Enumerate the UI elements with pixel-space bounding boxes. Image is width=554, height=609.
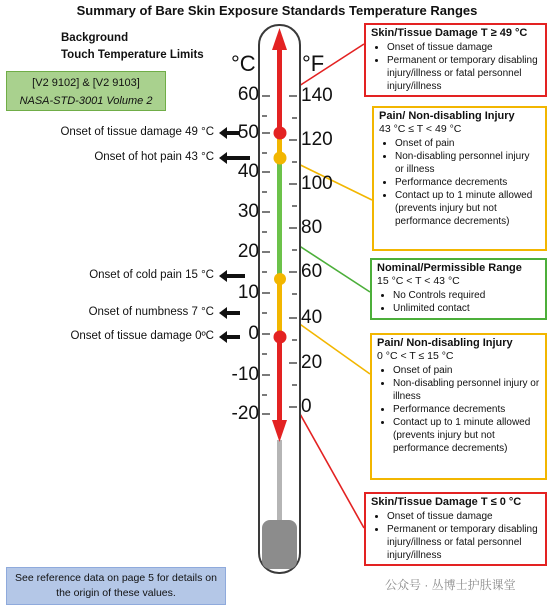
fahrenheit-tick-label: 80: [301, 217, 323, 238]
fahrenheit-tick-label: 60: [301, 261, 323, 282]
callout-tissue-damage-cold: [364, 492, 547, 566]
callout-item: • Non-disabling personnel injury or illness: [395, 150, 540, 176]
fahrenheit-tick-label: 120: [301, 129, 333, 150]
marker-pain-cold: [274, 273, 286, 285]
fahrenheit-unit-label: °F: [302, 51, 325, 76]
footer-note: See reference data on page 5 for details on the origin of these values.: [6, 567, 226, 605]
celsius-tick-label: 10: [237, 282, 259, 303]
diagram-title: Summary of Bare Skin Exposure Standards Temperature Ranges: [76, 3, 478, 18]
reference-standard: NASA-STD-3001 Volume 2: [19, 95, 153, 107]
background-heading-line: Touch Temperature Limits: [61, 49, 204, 61]
onset-label-cold-pain: Onset of cold pain 15 °C: [89, 269, 214, 281]
callout-tissue-damage-hot: [364, 23, 547, 97]
callout-item: • Contact up to 1 minute allowed (prevents injury but not performance decrements): [395, 189, 540, 228]
callout-range: 43 °C ≤ T < 49 °C: [379, 123, 462, 135]
celsius-tick-label: 30: [237, 201, 259, 222]
callout-item: • Permanent or temporary disabling injury/illness or fatal personnel injury/illness: [387, 54, 540, 93]
onset-label-hot-pain: Onset of hot pain 43 °C: [94, 151, 214, 163]
callout-item: • Onset of tissue damage: [387, 510, 540, 523]
onset-label-numbness: Onset of numbness 7 °C: [88, 306, 214, 318]
callout-range: 0 °C < T ≤ 15 °C: [377, 350, 454, 362]
onset-arrows: [219, 127, 250, 343]
fahrenheit-tick-label: 40: [301, 307, 323, 328]
reference-requirements: [V2 9102] & [V2 9103]: [32, 77, 140, 89]
callout-item: • Contact up to 1 minute allowed (prevents injury but not performance decrements): [393, 416, 540, 455]
thermometer-bulb: [262, 520, 297, 569]
callout-heading: Skin/Tissue Damage T ≤ 0 °C: [371, 496, 522, 508]
fahrenheit-tick-label: 100: [301, 173, 333, 194]
arrow-left-icon: [219, 307, 240, 319]
callout-heading: Nominal/Permissible Range: [377, 262, 522, 274]
callout-item: • Performance decrements: [393, 403, 540, 416]
marker-tissue-cold: [274, 331, 287, 344]
celsius-tick-label: 0: [248, 323, 259, 344]
onset-label-tissue-damage-hot: Onset of tissue damage 49 °C: [60, 126, 214, 138]
callout-range: 15 °C < T < 43 °C: [377, 275, 460, 287]
onset-label-tissue-damage-cold: Onset of tissue damage 0ºC: [70, 330, 214, 342]
callout-item: • Onset of pain: [395, 137, 540, 150]
callout-heading: Skin/Tissue Damage T ≥ 49 °C: [371, 27, 528, 39]
arrow-left-icon: [219, 270, 245, 282]
callout-pain-cold: [370, 333, 547, 480]
celsius-tick-label: -20: [231, 403, 259, 424]
celsius-tick-label: 60: [237, 84, 259, 105]
callout-item: • Onset of pain: [393, 364, 540, 377]
callout-item: • No Controls required: [393, 289, 540, 302]
marker-pain-hot: [274, 152, 287, 165]
callout-nominal: [370, 258, 547, 320]
celsius-tick-label: 20: [237, 241, 259, 262]
callout-item: • Non-disabling personnel injury or illness: [393, 377, 540, 403]
watermark: 公众号 · 丛博士护肤课堂: [385, 578, 516, 592]
callout-item: • Unlimited contact: [393, 302, 540, 315]
celsius-tick-label: -10: [231, 364, 259, 385]
fahrenheit-tick-label: 140: [301, 85, 333, 106]
callout-pain-hot: [372, 106, 547, 251]
marker-tissue-hot: [274, 127, 287, 140]
callout-heading: Pain/ Non-disabling Injury: [377, 337, 513, 349]
celsius-tick-label: 50: [237, 122, 259, 143]
callout-item: • Permanent or temporary disabling injury/illness or fatal personnel injury/illness: [387, 523, 540, 562]
celsius-tick-label: 40: [237, 161, 259, 182]
callout-item: • Performance decrements: [395, 176, 540, 189]
fahrenheit-tick-label: 0: [301, 396, 312, 417]
callout-item: • Onset of tissue damage: [387, 41, 540, 54]
fahrenheit-tick-label: 20: [301, 352, 323, 373]
callout-heading: Pain/ Non-disabling Injury: [379, 110, 515, 122]
celsius-unit-label: °C: [231, 51, 256, 76]
background-heading-line: Background: [61, 32, 129, 44]
